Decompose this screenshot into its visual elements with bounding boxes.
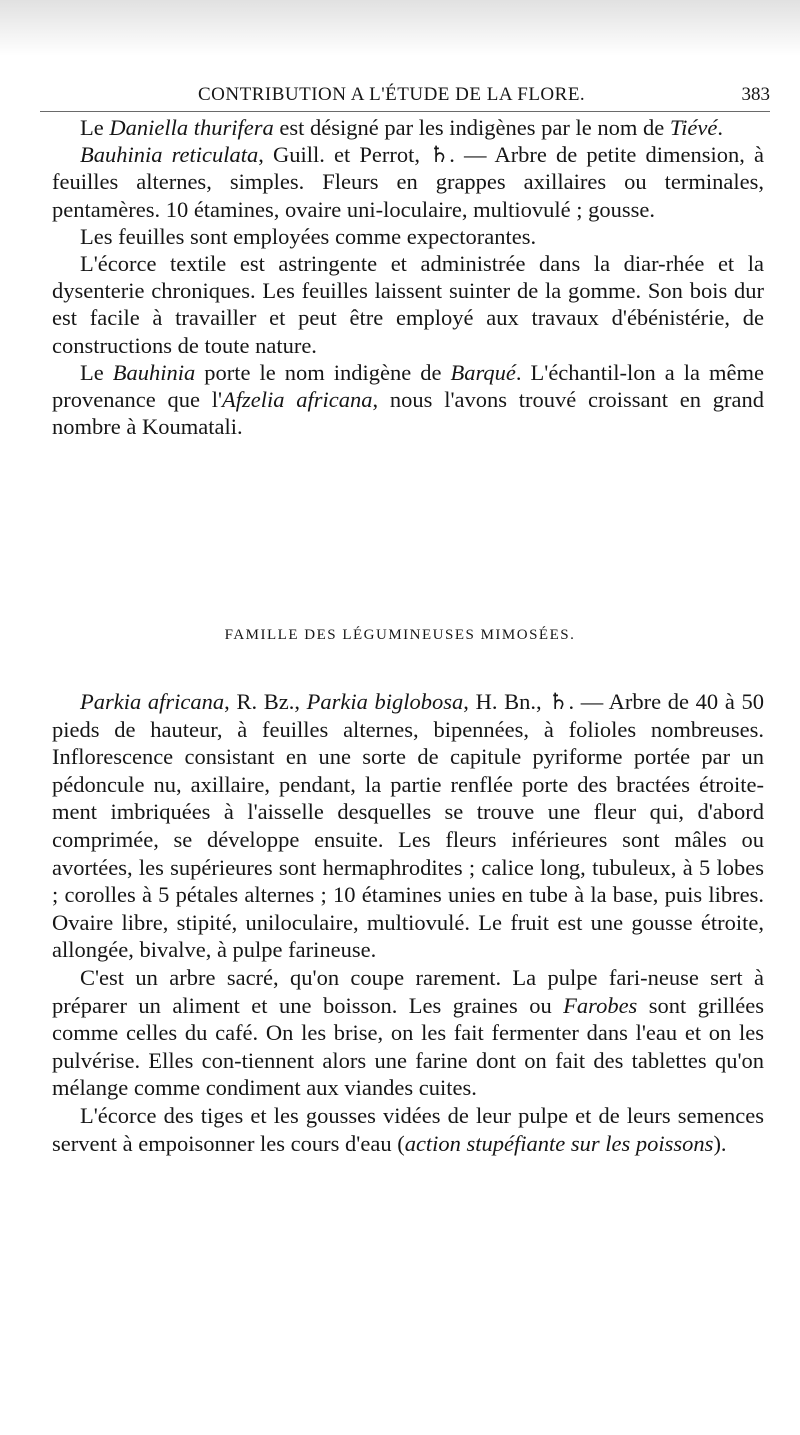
paragraph-expectorant: Les feuilles sont employées comme expectorantes.	[80, 223, 537, 249]
species-name: Afzelia africana	[222, 387, 373, 413]
page-number: 383	[741, 84, 770, 105]
section-heading: FAMILLE DES LÉGUMINEUSES MIMOSÉES.	[224, 627, 576, 643]
italic-phrase: action stupéfiante sur les poissons	[404, 1130, 714, 1156]
species-name: Parkia africana	[80, 689, 225, 714]
paragraph-bauhinia-name: Le Bauhinia porte le nom indigène de Barqué. L'échantil-lon a la même provenance que l'Afzelia africana, nous l'avons trouvé croissant en grand nombre à Koumatali.	[52, 359, 764, 440]
scan-shadow	[0, 0, 800, 56]
paragraph-poison: L'écorce des tiges et les gousses vidées de leur pulpe et de leurs semences servent à empoisonner les cours d'eau (action stupéfiante sur les poissons).	[52, 1102, 764, 1156]
genus-name: Bauhinia	[112, 359, 196, 385]
local-term: Farobes	[563, 992, 638, 1018]
indigenous-name: Barqué	[450, 359, 516, 385]
paragraph-bark-uses: L'écorce textile est astringente et administrée dans la diar-rhée et la dysenterie chroniques. Les feuilles laissent suinter de la gomme. Son bois dur est facile à travailler et peut être employé aux travaux d'ébénistérie, de constructions de toute nature.	[52, 251, 764, 358]
running-head: CONTRIBUTION A L'ÉTUDE DE LA FLORE.	[198, 84, 586, 105]
text-block-bauhinia	[52, 114, 764, 440]
species-name: Bauhinia reticulata	[80, 142, 259, 168]
paragraph-daniella: Le Daniella thurifera est désigné par les indigènes par le nom de Tiévé.	[80, 115, 723, 140]
species-name: Daniella thurifera	[109, 115, 274, 140]
text-block-parkia	[52, 688, 764, 1157]
species-name: Parkia biglobosa	[306, 689, 464, 714]
paragraph-bauhinia-description: Bauhinia reticulata, Guill. et Perrot, ♄. — Arbre de petite dimension, à feuilles alternes, simples. Fleurs en grappes axillaires ou terminales, pentamères. 10 étamines, ovaire uni-loculaire, multiovulé ; gousse.	[52, 142, 764, 222]
paragraph-sacred-tree: C'est un arbre sacré, qu'on coupe rarement. La pulpe fari-neuse sert à préparer un aliment et une boisson. Les graines ou Farobes sont grillées comme celles du café. On les brise, on les fait fermenter dans l'eau et on les pulvérise. Elles con-tiennent alors une farine dont on fait des tablettes qu'on mélange comme condiment aux viandes cuites.	[52, 964, 764, 1101]
header-rule	[40, 111, 770, 112]
paragraph-parkia-description: Parkia africana, R. Bz., Parkia biglobosa, H. Bn., ♄. — Arbre de 40 à 50 pieds de hauteur, à feuilles alternes, bipennées, à folioles nombreuses. Inflorescence consistant en une sorte de capitule pyriforme portée par un pédoncule nu, axillaire, pendant, la partie renflée porte des bractées étroite-ment imbriquées à l'aisselle desquelles se trouve une fleur qui, d'abord comprimée, se développe ensuite. Les fleurs inférieures sont mâles ou avortées, les supérieures sont hermaphrodites ; calice long, tubuleux, à 5 lobes ; corolles à 5 pétales alternes ; 10 étamines unies en tube à la base, puis libres. Ovaire libre, stipité, uniloculaire, multiovulé. Le fruit est une gousse étroite, allongée, bivalve, à pulpe farineuse.	[52, 689, 764, 963]
indigenous-name: Tiévé	[669, 115, 718, 140]
page-header	[40, 84, 770, 110]
